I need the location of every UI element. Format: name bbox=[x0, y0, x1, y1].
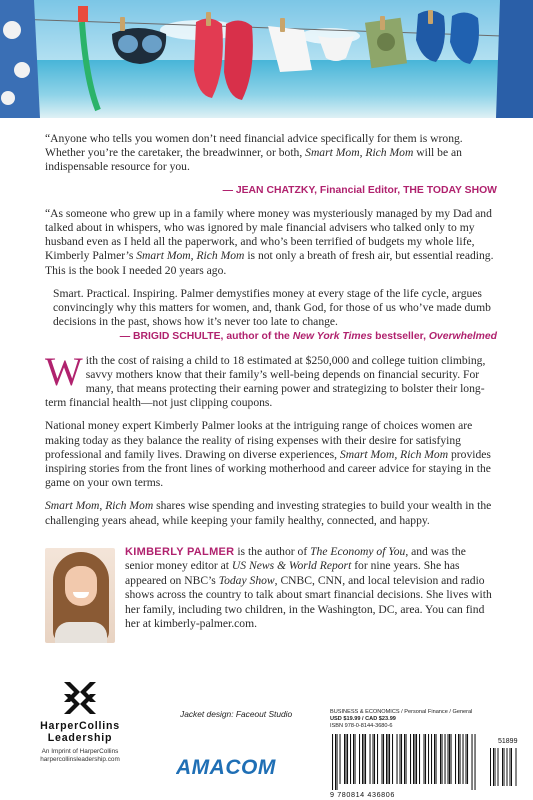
publisher-name: HarperCollins bbox=[40, 720, 120, 732]
publisher-url: harpercollinsleadership.com bbox=[40, 756, 120, 763]
barcode-bars bbox=[330, 734, 520, 790]
quote-text: “As someone who grew up in a family where money was mysteriously managed by my Dad and talked about in whispers, who was ignored by male financial advisers who talked only to my husband even as I held all the paperwork, and who’s been terrified of budgets my whole life, Kimberly Palmer’s bbox=[45, 206, 492, 263]
paragraph-text: shares wise spending and investing strategies to build your wealth in the challenging years ahead, while keeping your family healthy, connected, and happy. bbox=[45, 499, 492, 527]
barcode-bar bbox=[416, 734, 417, 784]
barcode-bar bbox=[404, 734, 405, 784]
barcode-bar bbox=[370, 734, 371, 784]
barcode-bar bbox=[428, 734, 429, 784]
clothespin bbox=[206, 12, 211, 26]
amacom-logo bbox=[176, 755, 294, 777]
barcode-bar bbox=[475, 734, 476, 790]
addon-barcode-bar bbox=[498, 748, 499, 786]
barcode-bar bbox=[442, 734, 443, 784]
author-photo bbox=[45, 548, 115, 643]
addon-barcode-bar bbox=[516, 748, 517, 786]
publisher-name-line2: Leadership bbox=[47, 732, 113, 744]
addon-barcode-bar bbox=[502, 748, 503, 786]
barcode-bar bbox=[364, 734, 365, 784]
barcode-bar bbox=[401, 734, 402, 784]
body-paragraph-1 bbox=[45, 348, 497, 411]
author-section bbox=[45, 545, 497, 648]
author-shirt bbox=[55, 622, 107, 643]
body-paragraph-2 bbox=[45, 419, 497, 490]
barcode-bar bbox=[413, 734, 414, 784]
clothespin bbox=[380, 16, 385, 30]
price-text: USD $19.99 / CAD $23.99 bbox=[330, 716, 396, 723]
addon-barcode-bar bbox=[511, 748, 512, 786]
barcode-bar bbox=[467, 734, 468, 784]
barcode-bar bbox=[451, 734, 452, 784]
paragraph-text: provides inspiring stories from the front lines of working motherhood and career advice for staying in the game on your own terms. bbox=[45, 447, 491, 490]
book-title: Smart Mom, Rich Mom bbox=[339, 447, 449, 461]
category-line: BUSINESS & ECONOMICS / Personal Finance / General bbox=[330, 709, 473, 715]
attribution-book: Overwhelmed bbox=[428, 331, 497, 343]
clothespin bbox=[428, 10, 433, 24]
barcode-bar bbox=[415, 734, 416, 784]
barcode-bar bbox=[410, 734, 411, 784]
barcode-bar bbox=[463, 734, 464, 784]
barcode-bar bbox=[425, 734, 426, 784]
addon-barcode-bar bbox=[510, 748, 511, 786]
paragraph-text: ith the cost of raising a child to 18 estimated at $250,000 and college tuition climbing, savvy mothers know that their family’s well-being depends on financial security. For many, that means protecting their earning power and strategizing to bolster their long-term financial health—not just clipping coupons. bbox=[45, 353, 486, 410]
barcode-bar bbox=[419, 734, 420, 784]
quote-text: “Anyone who tells you women don’t need financial advice specifically for them is wrong. Whether you’re the caretaker, the breadwinner, or both, bbox=[45, 132, 463, 160]
barcode-bar bbox=[344, 734, 345, 784]
clothespin bbox=[120, 17, 125, 31]
quote-schulte bbox=[45, 207, 497, 278]
bio-text: is the author of bbox=[234, 545, 311, 558]
addon-barcode-bar bbox=[504, 748, 505, 786]
amacom-logo-text: AMACOM bbox=[176, 756, 276, 777]
barcode-bar bbox=[377, 734, 378, 784]
barcode-bar bbox=[337, 734, 338, 790]
barcode-bar bbox=[386, 734, 387, 784]
quote-chatzky bbox=[45, 132, 497, 175]
barcode-digits: 9 780814 436806 bbox=[330, 789, 395, 799]
author-show: Today Show bbox=[218, 573, 275, 587]
paragraph-text: National money expert Kimberly Palmer looks at the intriguing range of choices women are making today as they balance the reality of rising expenses with their desire for satisfying professional and family lives. Drawing on diverse experiences, bbox=[45, 419, 473, 461]
addon-barcode-bar bbox=[493, 748, 494, 786]
barcode-bar bbox=[374, 734, 375, 784]
book-title: Smart Mom, Rich Mom bbox=[305, 146, 414, 160]
addon-barcode-bar bbox=[490, 748, 491, 786]
barcode-bar bbox=[347, 734, 348, 784]
back-cover-copy bbox=[45, 132, 497, 537]
jacket-credit: Jacket design: Faceout Studio bbox=[180, 709, 293, 719]
barcode-bar bbox=[458, 734, 459, 784]
publisher-block bbox=[15, 680, 145, 764]
attribution-text: bestseller, bbox=[372, 331, 429, 343]
quote-text: will be an indispensable resource for you. bbox=[45, 146, 462, 174]
barcode-bar bbox=[340, 734, 341, 784]
barcode-bar bbox=[406, 734, 407, 784]
barcode-bar bbox=[431, 734, 432, 784]
barcode-bar bbox=[389, 734, 390, 784]
isbn-line: ISBN 978-0-8144-3680-6 bbox=[330, 723, 393, 730]
barcode-bar bbox=[424, 734, 425, 784]
barcode-bar bbox=[382, 734, 383, 784]
book-title: Smart Mom, Rich Mom bbox=[136, 249, 245, 263]
clothespin bbox=[280, 18, 285, 32]
quote-schulte-continued: Smart. Practical. Inspiring. Palmer demystifies money at every stage of the life cycle, argues convincingly why this matters for women, and, thank God, for those of us who’ve made dumb decisions in the past, shows how it’s never too late to change. bbox=[53, 286, 491, 329]
author-publication: US News & World Report bbox=[231, 559, 352, 573]
barcode-bar bbox=[434, 734, 435, 784]
barcode-bar bbox=[332, 734, 333, 790]
barcode-bar bbox=[436, 734, 437, 784]
barcode-bar bbox=[448, 734, 449, 784]
body-paragraph-3 bbox=[45, 499, 497, 527]
addon-barcode-bar bbox=[495, 748, 496, 786]
barcode-bar bbox=[388, 734, 389, 784]
attribution-text: — BRIGID SCHULTE, author of the bbox=[119, 331, 293, 343]
barcode-bar bbox=[466, 734, 467, 784]
barcode-bar bbox=[335, 734, 336, 790]
publisher-imprint: An Imprint of HarperCollins bbox=[41, 748, 119, 755]
barcode-bar bbox=[365, 734, 366, 784]
barcode-bar bbox=[460, 734, 461, 784]
barcode-bar bbox=[400, 734, 401, 784]
barcode-bar bbox=[353, 734, 354, 784]
author-bio bbox=[125, 545, 497, 631]
drop-cap: W bbox=[45, 348, 83, 394]
barcode-bar bbox=[397, 734, 398, 784]
barcode-bar bbox=[445, 734, 446, 784]
barcode-bar bbox=[440, 734, 441, 784]
barcode-bar bbox=[472, 734, 473, 790]
barcode-bar bbox=[449, 734, 450, 784]
quote-text: is not only a breath of fresh air, but essential reading. This is the book I needed 20 years ago. bbox=[45, 249, 494, 277]
author-book-title: The Economy of You bbox=[310, 545, 406, 558]
bio-text: , and was the senior money editor at bbox=[125, 545, 466, 573]
barcode-bar bbox=[359, 734, 360, 784]
barcode-bar bbox=[383, 734, 384, 784]
barcode-bar bbox=[392, 734, 393, 784]
addon-barcode-bar bbox=[507, 748, 508, 786]
hanging-items bbox=[0, 0, 533, 118]
barcode-bar bbox=[373, 734, 374, 784]
barcode-block bbox=[330, 709, 520, 800]
barcode bbox=[330, 734, 520, 800]
barcode-bar bbox=[455, 734, 456, 784]
harpercollins-logo-icon bbox=[60, 680, 100, 716]
book-title: Smart Mom, Rich Mom bbox=[45, 499, 154, 513]
bio-text: , CNBC, CNN, and local television and radio shows across the country to talk about smart financial decisions. She lives with her family, including two children, in the Washington, DC, area. You can find her at kimberly-palmer.com. bbox=[125, 573, 492, 631]
barcode-bar bbox=[346, 734, 347, 784]
barcode-price-code: 51899 bbox=[498, 737, 518, 745]
bio-text: for nine years. She has appeared on NBC’s bbox=[125, 559, 460, 587]
author-name: KIMBERLY PALMER bbox=[125, 546, 235, 558]
attribution-publication: New York Times bbox=[292, 331, 373, 343]
price-line bbox=[330, 716, 520, 723]
barcode-bar bbox=[362, 734, 363, 784]
beach-banner-image bbox=[0, 0, 533, 118]
barcode-bar bbox=[355, 734, 356, 784]
barcode-bar bbox=[350, 734, 351, 784]
attribution-chatzky: — JEAN CHATZKY, Financial Editor, THE TODAY SHOW bbox=[222, 184, 497, 196]
author-face bbox=[65, 566, 97, 606]
attribution-schulte bbox=[45, 330, 497, 344]
